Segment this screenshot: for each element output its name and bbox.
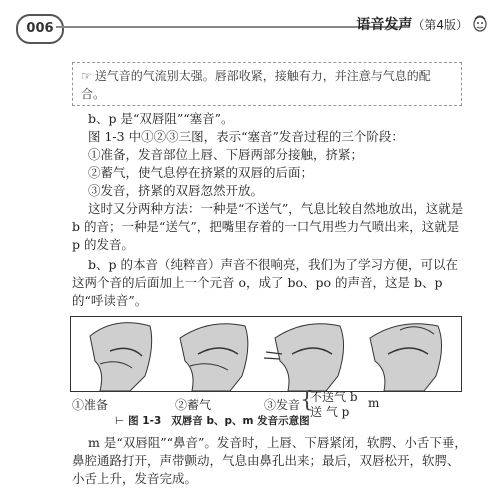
brace-icon: { (300, 388, 314, 413)
face-icon (472, 13, 488, 33)
caption-bracket-icon: ⊢ (115, 415, 125, 427)
edition-label: （第4版） (412, 18, 468, 32)
stage-release: ③发音，挤紧的双唇忽然开放。 (88, 183, 264, 198)
paragraph-m: m 是“双唇阻”“鼻音”。发音时，上唇、下唇紧闭，软腭、小舌下垂，鼻腔通路打开，声带颤动，气息由鼻孔出来；最后，双唇松开，软腭、小舌上升，发音完成。 (72, 435, 467, 486)
page-number: 006 (16, 14, 64, 44)
paragraph-base-sound: b、p 的本音（纯粹音）声音不很响亮，我们为了学习方便，可以在这两个音的后面加上一个元音 o，成了 bo、po 的声音，这是 b、p 的“呼读音”。 (72, 257, 458, 308)
caption-number: 图 1-3 (128, 415, 162, 427)
label-m: m (368, 396, 380, 410)
figure-caption (115, 413, 310, 428)
tip-text: 送气音的气流别太强。唇部收紧，接触有力，并注意与气息的配合。 (81, 69, 431, 101)
label-unaspirated: 不送气 b (310, 390, 358, 404)
tip-box (72, 62, 462, 106)
running-title (356, 14, 468, 34)
label-store: ②蓄气 (175, 398, 212, 412)
running-title-text: 语音发声 (356, 17, 413, 33)
label-release: ③发音 (264, 398, 301, 412)
paragraph-figure-ref: 图 1-3 中①②③三图，表示“塞音”发音过程的三个阶段： (88, 129, 404, 144)
articulation-figure (70, 316, 462, 392)
stage-store: ②蓄气，使气息停在挤紧的双唇的后面； (88, 165, 314, 180)
paragraph-two-methods: 这时又分两种方法：一种是“不送气”，气息比较自然地放出，这就是 b 的音；一种是“送气”，把嘴里存着的一口气用些力气喷出来，这就是 p 的发音。 (72, 201, 464, 252)
label-prepare: ①准备 (72, 398, 109, 412)
stage-prepare: ①准备，发音部位上唇、下唇两部分接触，挤紧； (88, 147, 364, 162)
paragraph-b-p-intro: b、p 是“双唇阻”“塞音”。 (88, 111, 234, 126)
articulation-diagrams (70, 316, 462, 392)
pointing-hand-icon: ☞ (81, 69, 92, 83)
caption-title: 双唇音 b、p、m 发音示意图 (171, 415, 310, 427)
label-aspirated: 送 气 p (310, 405, 350, 419)
